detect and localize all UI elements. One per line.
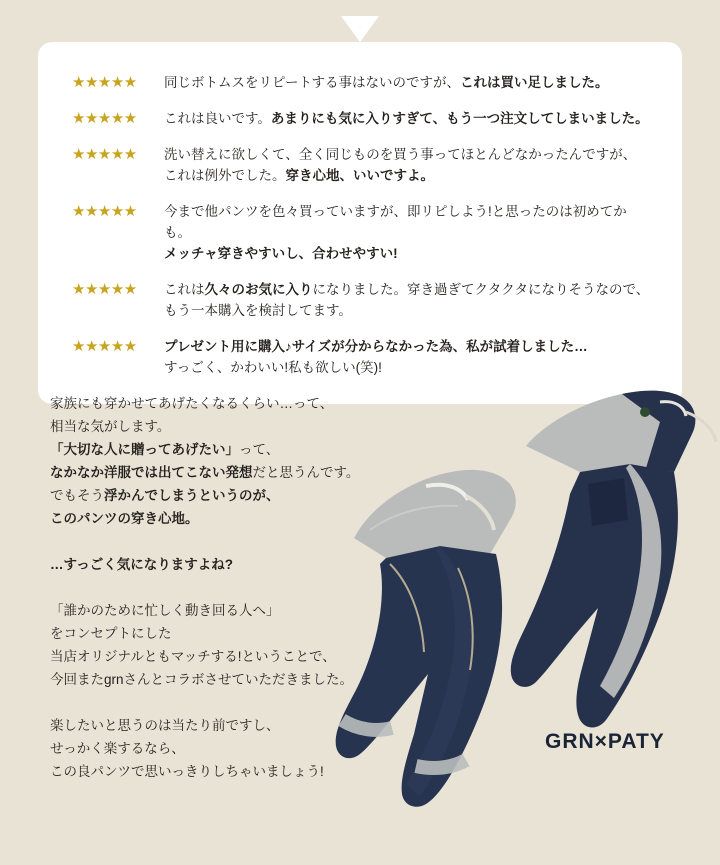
emphasis-text: プレゼント用に購入♪サイズが分からなかった為、私が試着しました… [164,339,588,354]
customer-reviews-card [38,42,682,404]
plain-text: 洗い替えに欲しくて、全く同じものを買う事ってほとんどなかったんですが、 [164,147,637,162]
plain-text: って、 [239,442,280,457]
brand-collab-label: GRN×PATY [545,730,665,753]
emphasis-text: …すっごく気になりますよね? [50,557,233,572]
review-line [164,108,652,129]
plain-text: せっかく楽するなら、 [50,741,185,756]
review-line [164,300,652,321]
plain-text: これは例外でした。 [164,168,286,183]
star-rating-icon: ★★★★★ [72,110,137,127]
plain-text: 今回またgrnさんとコラボさせていただきました。 [50,672,354,687]
review-body [164,279,652,321]
plain-text: すっごく、かわいい!私も欲しい(笑)! [164,360,382,375]
review-item [72,108,652,129]
emphasis-text: 浮かんでしまうというのが、 [104,488,280,503]
plain-text: この良パンツで思いっきりしちゃいましょう! [50,764,324,779]
review-line [164,144,652,165]
plain-text: だと思うんです。 [252,465,360,480]
review-item [72,279,652,321]
review-item [72,72,652,93]
review-body [164,72,652,93]
review-body [164,201,652,264]
emphasis-text: あまりにも気に入りすぎて、もう一つ注文してしまいました。 [270,111,649,126]
review-item [72,201,652,264]
plain-text: 同じボトムスをリピートする事はないのですが、 [164,75,461,90]
plain-text: でもそう [50,488,104,503]
emphasis-text: このパンツの穿き心地。 [50,511,199,526]
star-rating-icon: ★★★★★ [72,338,137,355]
plain-text: これは良いです。 [164,111,271,126]
plain-text: もう一本購入を検討してます。 [164,303,352,318]
pants-back [511,391,716,728]
review-line [164,72,652,93]
card-pointer-notch [341,16,379,42]
plain-text: 当店オリジナルともマッチする!ということで、 [50,649,336,664]
plain-text: これは [164,282,205,297]
review-line [164,243,652,264]
review-line [164,336,652,357]
star-rating-icon: ★★★★★ [72,203,137,220]
plain-text: 「誰かのために忙しく動き回る人へ」 [50,603,280,618]
review-item [72,144,652,186]
reviews-list [38,42,682,404]
plain-text: 家族にも穿かせてあげたくなるくらい…って、 [50,396,334,411]
plain-text: になりました。穿き過ぎてクタクタになりそうなので、 [312,282,650,297]
plain-text: 相当な気がします。 [50,419,171,434]
emphasis-text: 久々のお気に入り [204,282,313,297]
plain-text: 楽したいと思うのは当たり前ですし、 [50,718,280,733]
emphasis-text: なかなか洋服では出てこない発想 [50,465,253,480]
emphasis-text: 穿き心地、いいですよ。 [285,168,434,183]
review-line [164,201,652,243]
review-body [164,144,652,186]
review-body [164,108,652,129]
emphasis-text: 「大切な人に贈ってあげたい」 [50,442,239,457]
star-rating-icon: ★★★★★ [72,74,137,91]
review-line [164,279,652,300]
pants-front [336,470,516,807]
star-rating-icon: ★★★★★ [72,146,137,163]
emphasis-text: メッチャ穿きやすいし、合わせやすい! [164,246,398,261]
plain-text: をコンセプトにした [50,626,172,641]
review-line [164,165,652,186]
emphasis-text: これは買い足しました。 [460,75,609,90]
plain-text: 今まで他パンツを色々買っていますが、即リピしよう!と思ったのは初めてかも。 [164,204,627,240]
star-rating-icon: ★★★★★ [72,281,137,298]
